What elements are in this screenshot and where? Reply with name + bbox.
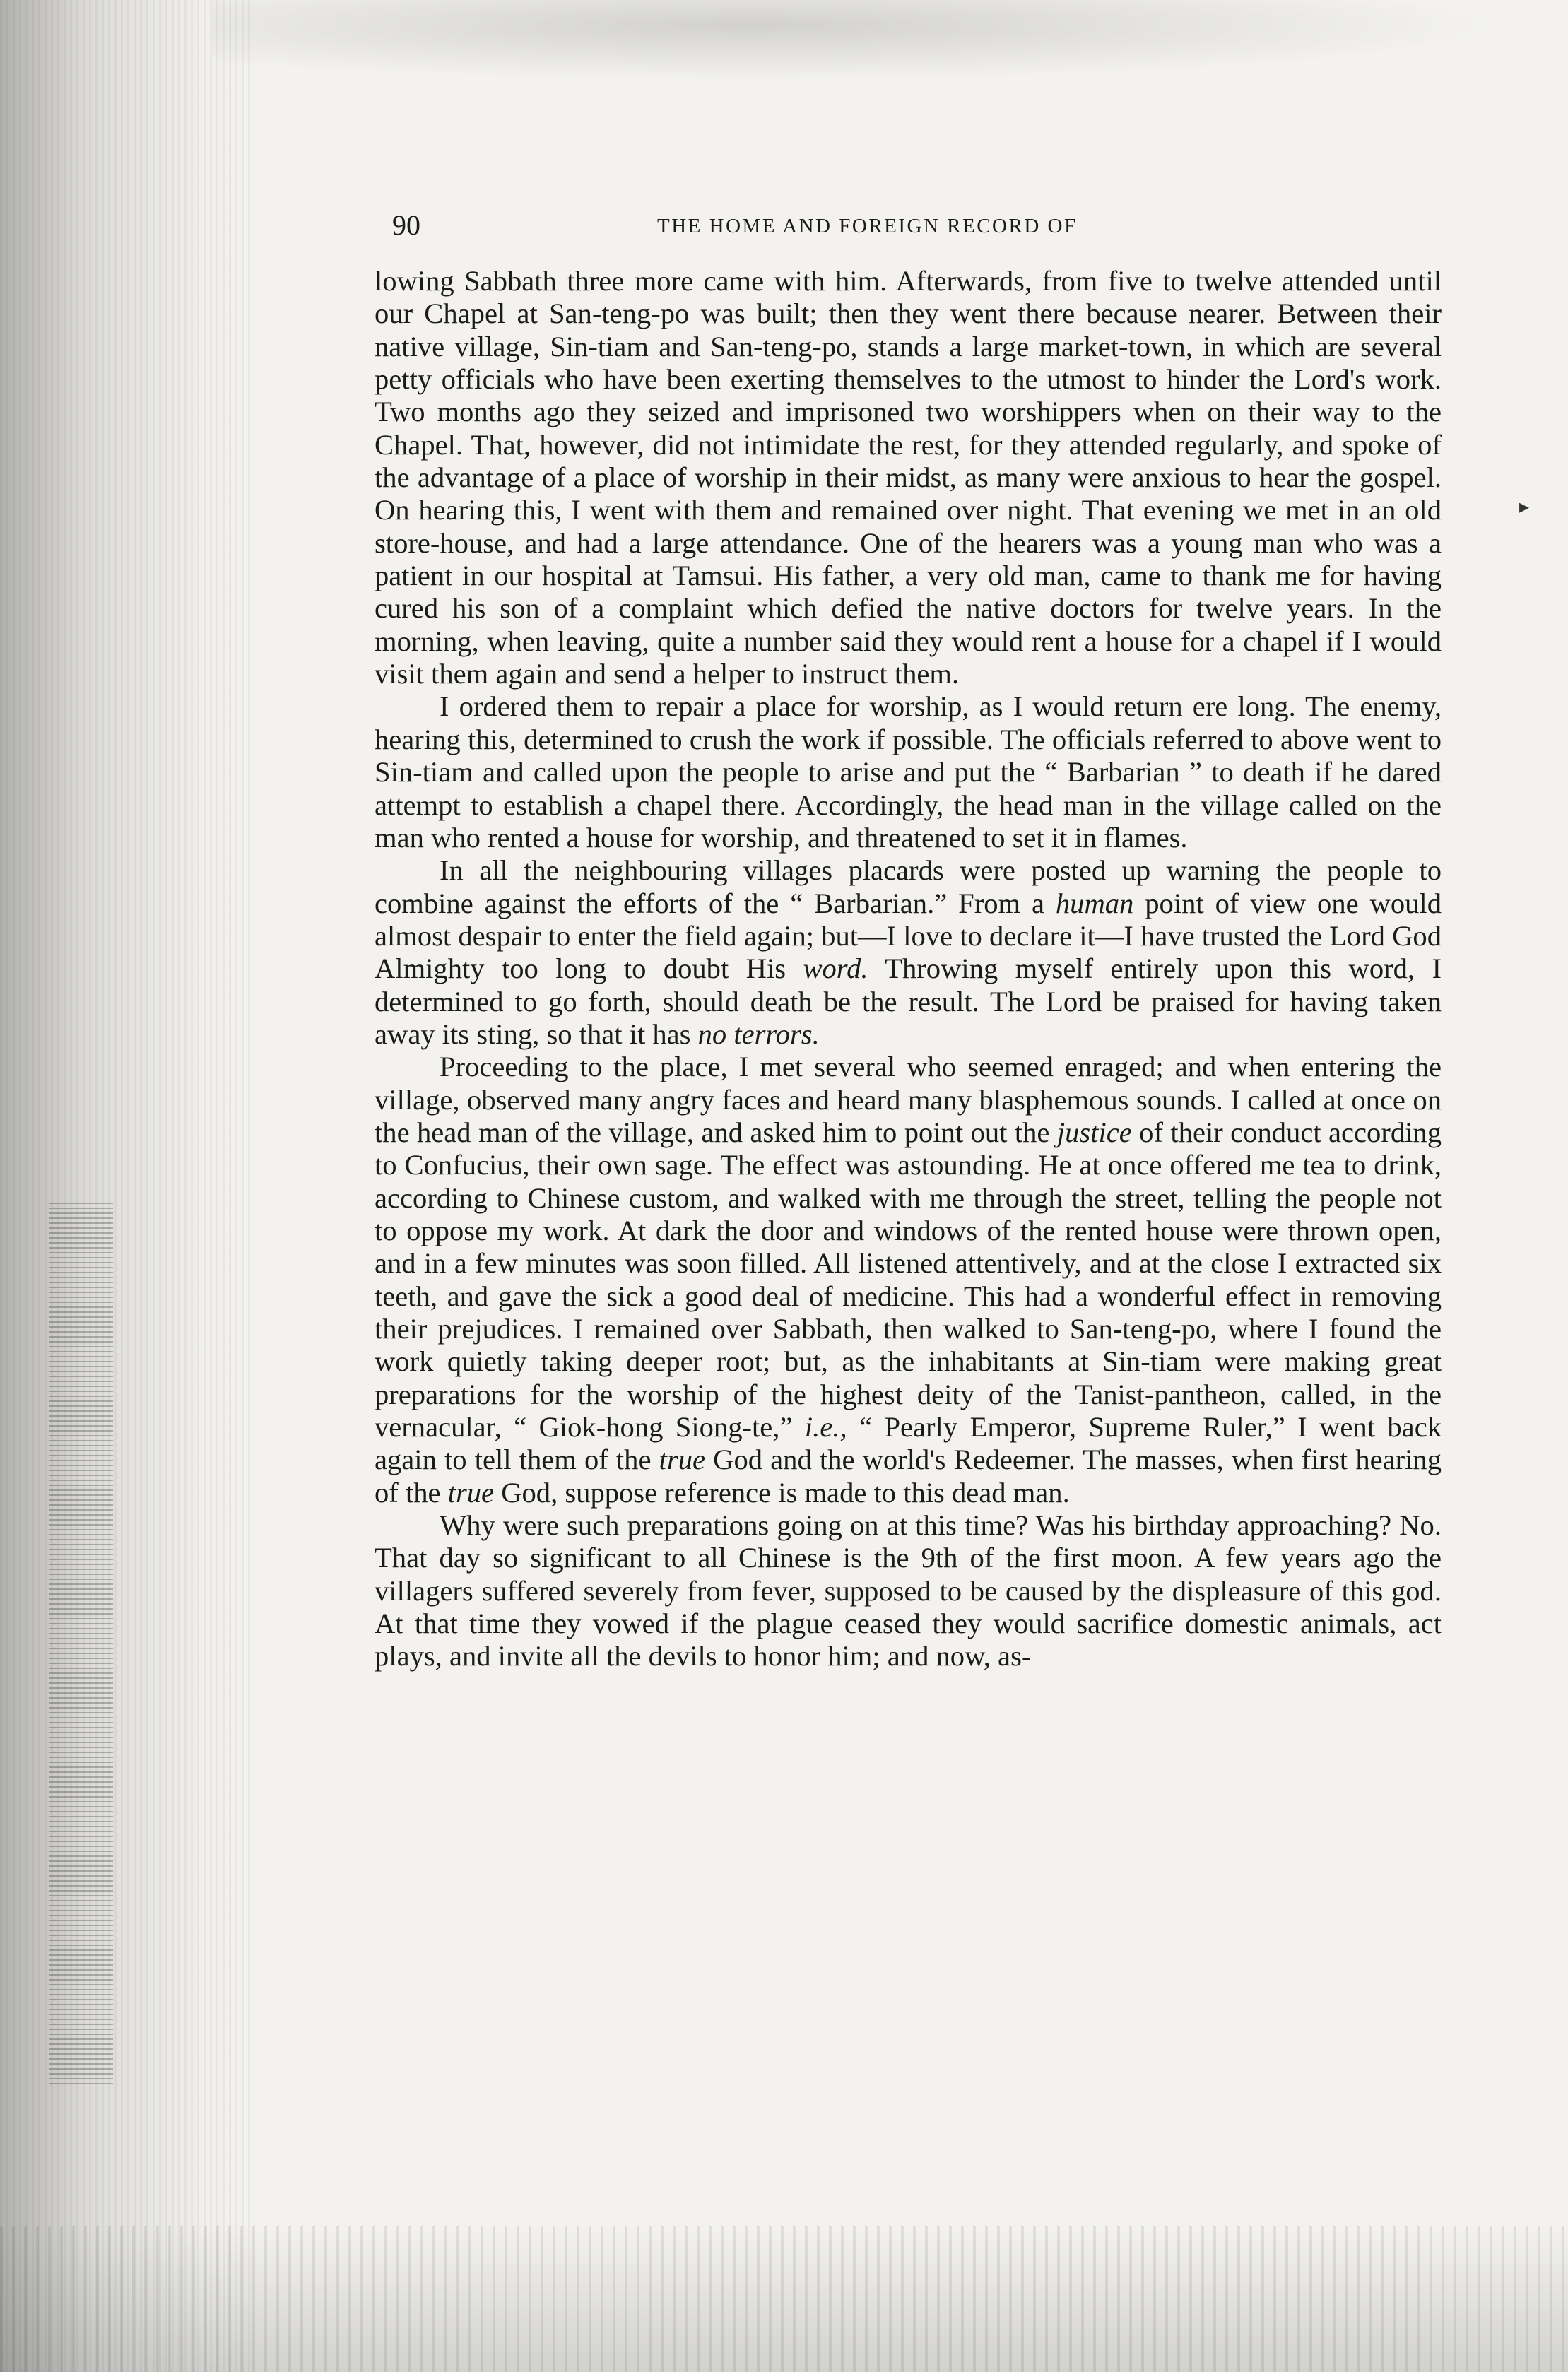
scan-bottom-edge-shadow	[0, 2226, 1568, 2372]
italic-text: true	[447, 1476, 495, 1509]
paragraph-text: of their conduct according to Confucius, their own sage. The effect was astounding. He at once offered me tea to drink, according to Chinese custom, and walked with me through the street, telling the people not to oppose my work. At dark the door and windows of the rented house were thrown open, and in a few minutes was soon filled. All listened attentively, and at the close I extracted six teeth, and gave the sick a good deal of medicine. This had a wonderful effect in removing their prejudices. I remained over Sabbath, then walked to San-teng-po, where I found the work quietly taking deeper root; but, as the inhabitants at Sin-tiam were making great preparations for the worship of the highest deity of the Tanist-pantheon, called, in the vernacular, “ Giok-hong Siong-te,”	[375, 1116, 1442, 1444]
scan-top-smudge	[212, 0, 1555, 85]
paragraph-text: “ Pearly Emperor, Supreme Ruler,” I went back again to tell them of the	[375, 1411, 1442, 1476]
paragraph-text: Proceeding to the place, I met several who seemed enraged; and when entering the village, observed many angry faces and heard many blasphemous sounds. I called at once on the head man of the village, and asked him to point out the	[375, 1051, 1442, 1148]
paragraph-text: point of view one would almost despair to enter the field again; but—I love to declare it—I have trusted the Lord God Almighty too long to doubt His	[375, 887, 1442, 985]
paragraph-text: In all the neighbouring villages placards were posted up warning the people to combine against the efforts of the “ Barbarian.” From a	[375, 854, 1442, 919]
paragraph-text: Throwing myself entirely upon this word, I determined to go forth, should death be the result. The Lord be praised for having taken away its sting, so that it has	[375, 952, 1442, 1050]
italic-text: true	[659, 1444, 705, 1476]
italic-text: human	[1055, 887, 1134, 919]
page-header	[392, 209, 1445, 242]
article-body	[375, 265, 1442, 1673]
paragraph-text: God, suppose reference is made to this dead man.	[494, 1476, 1070, 1509]
paragraph-text: Why were such preparations going on at this time? Was his birthday approaching? No. That day so significant to all Chinese is the 9th of the first moon. A few years ago the villagers suffered severely from fever, supposed to be caused by the displeasure of this god. At that time they vowed if the plague ceased they would sacrifice domestic animals, act plays, and invite all the devils to honor him; and now, as-	[375, 1509, 1442, 1672]
page-number: 90	[392, 209, 420, 241]
paragraph	[375, 265, 1442, 690]
paragraph-text: God and the world's Redeemer. The masses, when first hearing of the	[375, 1444, 1442, 1509]
scan-left-edge-shadow	[0, 0, 254, 2372]
margin-arrow-icon: ▸	[1519, 495, 1530, 518]
paragraph-text: I ordered them to repair a place for worship, as I would return ere long. The enemy, hearing this, determined to crush the work if possible. The officials referred to above went to Sin-tiam and called upon the people to arise and put the “ Barbarian ” to death if he dared attempt to establish a chapel there. Accordingly, the head man in the village called on the man who rented a house for worship, and threatened to set it in flames.	[375, 690, 1442, 854]
italic-text: no terrors.	[697, 1017, 820, 1050]
italic-text: word.	[803, 952, 868, 985]
paragraph	[375, 1051, 1442, 1509]
paragraph	[375, 854, 1442, 1051]
running-title: THE HOME AND FOREIGN RECORD OF	[657, 215, 1078, 237]
italic-text: justice	[1056, 1116, 1132, 1148]
paragraph	[375, 1509, 1442, 1673]
paragraph-text: lowing Sabbath three more came with him. Afterwards, from five to twelve attended until our Chapel at San-teng-po was built; then they went there because nearer. Between their native village, Sin-tiam and San-teng-po, stands a large market-town, in which are several petty officials who have been exerting themselves to the utmost to hinder the Lord's work. Two months ago they seized and imprisoned two worshippers when on their way to the Chapel. That, however, did not intimidate the rest, for they attended regularly, and spoke of the advantage of a place of worship in their midst, as many were anxious to hear the gospel. On hearing this, I went with them and remained over night. That evening we met in an old store-house, and had a large attendance. One of the hearers was a young man who was a patient in our hospital at Tamsui. His father, a very old man, came to thank me for having cured his son of a complaint which defied the native doctors for twelve years. In the morning, when leaving, quite a number said they would rent a house for a chapel if I would visit them again and send a helper to instruct them.	[375, 265, 1442, 690]
italic-text: i.e.,	[804, 1411, 847, 1444]
paragraph	[375, 690, 1442, 854]
